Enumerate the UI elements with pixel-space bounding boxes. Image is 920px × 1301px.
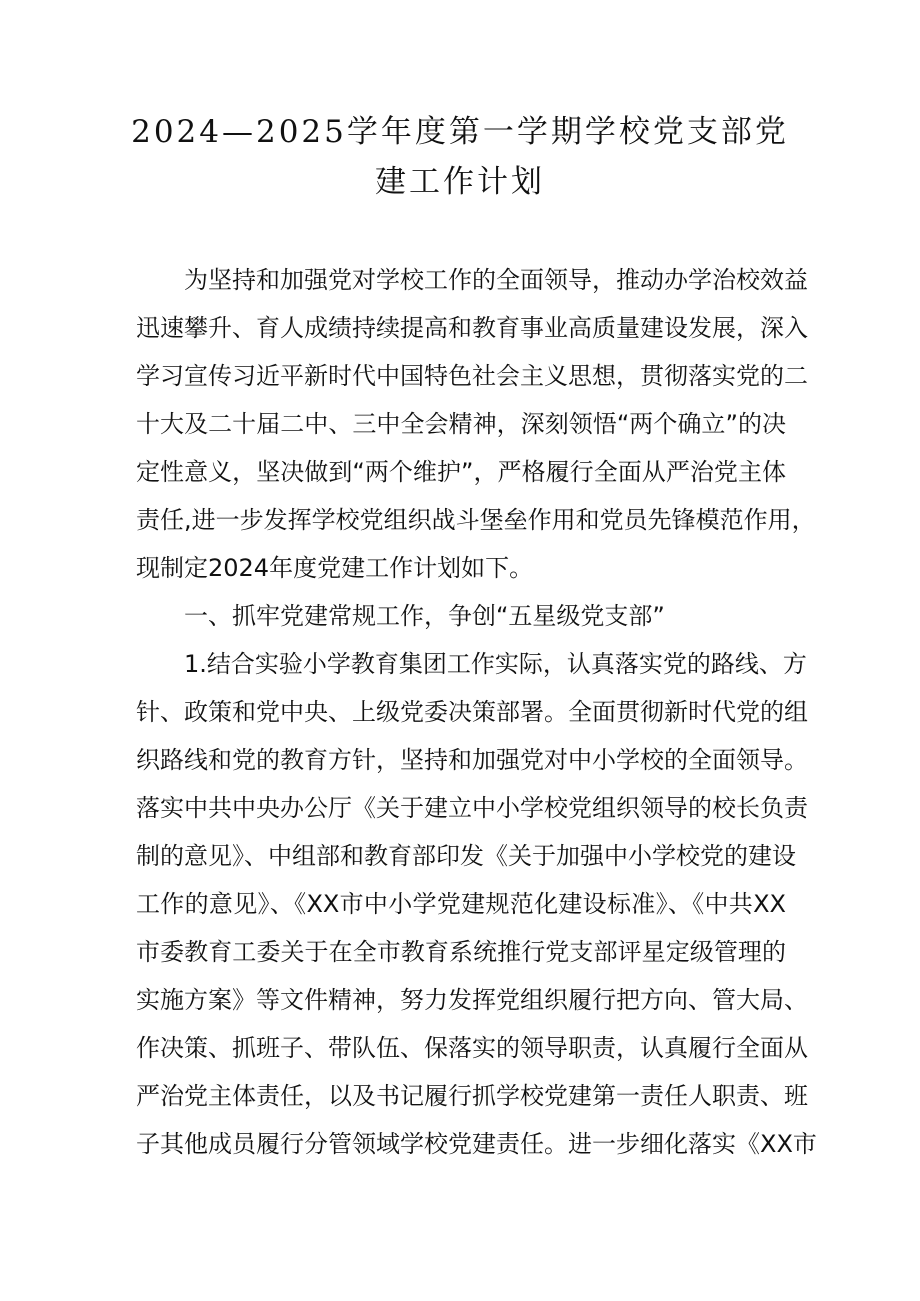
item-1-paragraph-line: 工作的意见》、《XX市中小学党建规范化建设标准》、《中共XX [136,890,786,918]
item-1-paragraph-line: 作决策、抓班子、带队伍、保落实的领导职责，认真履行全面从 [136,1034,808,1062]
item-1-paragraph-line: 1.结合实验小学教育集团工作实际，认真落实党的路线、方 [184,650,807,678]
item-1-paragraph-line: 制的意见》、中组部和教育部印发《关于加强中小学校党的建设 [136,842,796,870]
intro-paragraph-line: 责任,进一步发挥学校党组织战斗堡垒作用和党员先锋模范作用， [136,506,816,534]
intro-paragraph-line: 现制定2024年度党建工作计划如下。 [136,554,534,582]
intro-paragraph-line: 学习宣传习近平新时代中国特色社会主义思想，贯彻落实党的二 [136,362,808,390]
item-1-paragraph-line: 子其他成员履行分管领域学校党建责任。进一步细化落实《XX市 [136,1130,817,1158]
item-1-paragraph-line: 针、政策和党中央、上级党委决策部署。全面贯彻新时代党的组 [136,698,808,726]
document-title-line-2: 建工作计划 [375,164,545,200]
section-1-heading: 一、抓牢党建常规工作，争创“五星级党支部” [184,602,665,630]
item-1-paragraph-line: 严治党主体责任，以及书记履行抓学校党建第一责任人职责、班 [136,1082,808,1110]
item-1-paragraph-line: 落实中共中央办公厅《关于建立中小学校党组织领导的校长负责 [136,794,808,822]
item-1-paragraph-line: 市委教育工委关于在全市教育系统推行党支部评星定级管理的 [136,938,786,966]
intro-paragraph-line: 为坚持和加强党对学校工作的全面领导，推动办学治校效益 [184,266,808,294]
document-body [136,256,817,1168]
intro-paragraph-line: 十大及二十届二中、三中全会精神，深刻领悟“两个确立”的决 [136,410,786,438]
item-1-paragraph-line: 织路线和党的教育方针，坚持和加强党对中小学校的全面领导。 [136,746,808,774]
intro-paragraph-line: 迅速攀升、育人成绩持续提高和教育事业高质量建设发展，深入 [136,314,808,342]
intro-paragraph-line: 定性意义，坚决做到“两个维护”，严格履行全面从严治党主体 [136,458,786,486]
item-1-paragraph-line: 实施方案》等文件精神，努力发挥党组织履行把方向、管大局、 [136,986,808,1014]
document-title-line-1: 2024—2025学年度第一学期学校党支部党 [131,114,789,150]
